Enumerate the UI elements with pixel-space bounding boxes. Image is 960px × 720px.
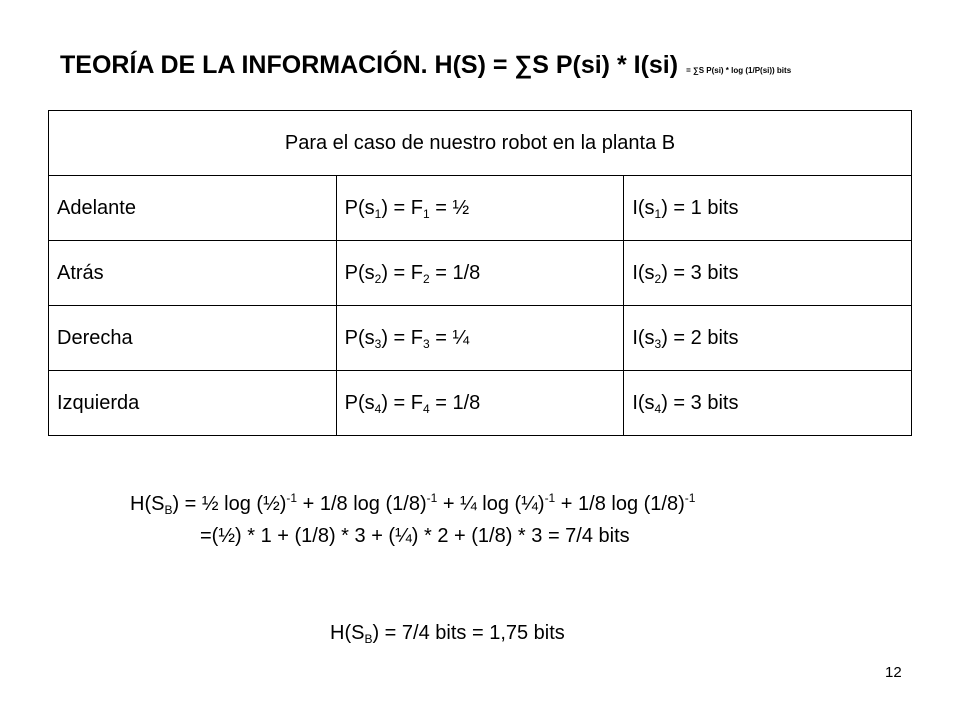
probability-cell: $P(s_3) = F_3$ = ¼ [336,306,624,371]
title-main: TEORÍA DE LA INFORMACIÓN. H(S) = ∑S P(si) * I(si) [60,51,679,79]
entropy-evaluation-line: =(½) * 1 + (1/8) * 3 + (¼) * 2 + (1/8) * 3 = 7/4 bits [200,525,630,547]
table-row [49,371,912,436]
direction-cell: Atrás [49,241,337,306]
direction-cell: Derecha [49,306,337,371]
page-number: 12 [885,664,902,681]
probability-table [48,110,912,436]
table-row [49,241,912,306]
entropy-formula-line: $H(S_B)$ = ½ log (½)$^{-1}$ + 1/8 $\log (1/8)^{-1}$ + ¼ log (¼)$^{-1}$ + 1/8 $\log (1/8)^{-1}$ [130,491,696,517]
information-cell: $I(s_3) = 2$ bits [624,306,912,371]
slide-title [60,50,791,86]
table-row [49,176,912,241]
probability-cell: $P(s_2) = F_2 = 1/8$ [336,241,624,306]
information-cell: $I(s_2) = 3$ bits [624,241,912,306]
information-cell: $I(s_4) = 3$ bits [624,371,912,436]
table-header-row [49,111,912,176]
table-row [49,306,912,371]
table-header: Para el caso de nuestro robot en la planta B [49,111,912,176]
probability-cell: $P(s_4) = F_4 = 1/8$ [336,371,624,436]
direction-cell: Adelante [49,176,337,241]
entropy-result: $H(S_B) = 7/4$ bits = 1,75 bits [330,622,565,646]
probability-cell: $P(s_1) = F_1$ = ½ [336,176,624,241]
title-note: = ∑S P(si) * log (1/P(si)) bits [686,66,792,75]
direction-cell: Izquierda [49,371,337,436]
information-cell: $I(s_1) = 1$ bits [624,176,912,241]
